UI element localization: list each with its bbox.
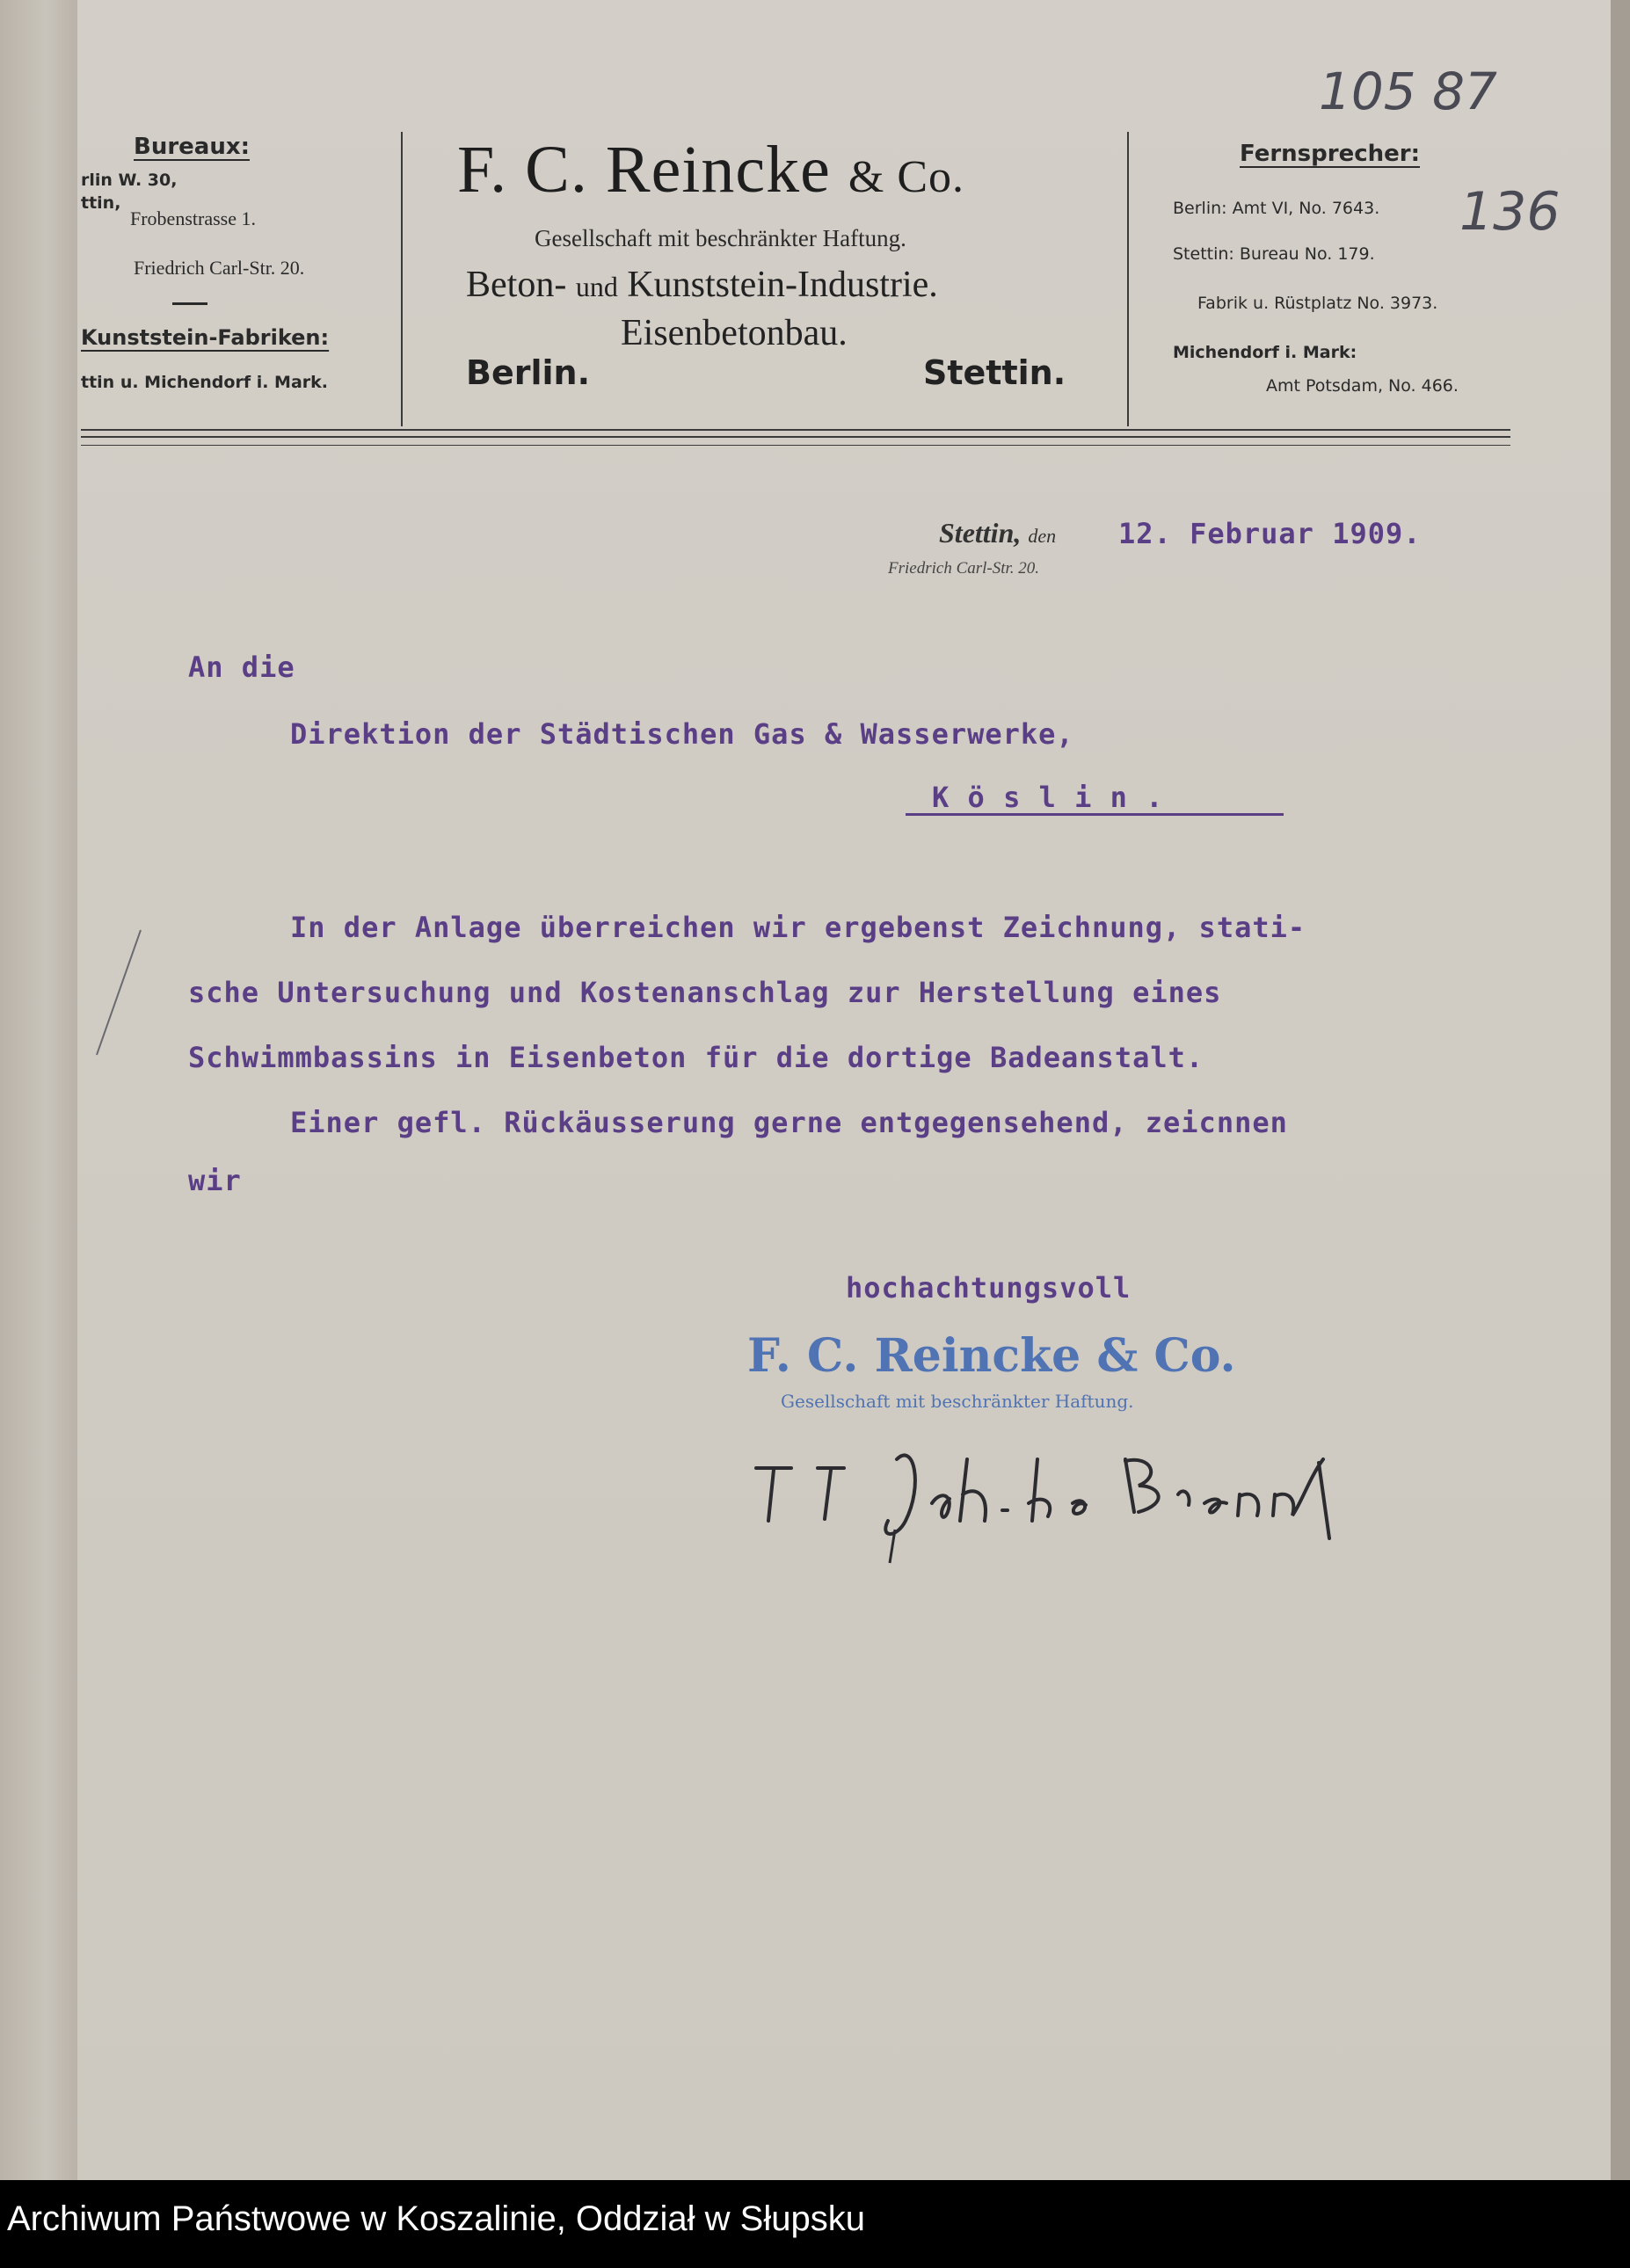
archive-number-side: 136 xyxy=(1459,181,1561,243)
company-stamp-sub: Gesellschaft mit beschränkter Haftung. xyxy=(781,1391,1134,1412)
binding-strip xyxy=(0,0,79,2180)
archive-footer-bar xyxy=(0,2180,1630,2268)
city-berlin: Berlin. xyxy=(466,353,591,392)
recipient-city: K ö s l i n . xyxy=(932,781,1164,814)
date-place-text: Stettin, xyxy=(939,517,1022,549)
bureaux-line: ttin, xyxy=(81,193,121,213)
margin-pencil-stroke xyxy=(88,923,149,1064)
fabriken-heading: Kunststein-Fabriken: xyxy=(81,325,330,350)
letterhead-divider-right xyxy=(1127,132,1129,426)
industry-b: Kunststein-Industrie. xyxy=(627,265,938,305)
archive-number-top: 105 87 xyxy=(1319,62,1497,121)
bureaux-line: Friedrich Carl-Str. 20. xyxy=(134,257,305,279)
body-line: In der Anlage überreichen wir ergebenst Zeichnung, stati- xyxy=(290,911,1306,944)
letterhead-divider-left xyxy=(401,132,403,426)
bureaux-line: rlin W. 30, xyxy=(81,171,178,190)
bureaux-dash xyxy=(172,302,207,305)
company-industry xyxy=(466,264,938,306)
phone-line: Fabrik u. Rüstplatz No. 3973. xyxy=(1197,294,1438,313)
bureaux-line: Frobenstrasse 1. xyxy=(130,207,256,229)
recipient-line2: Direktion der Städtischen Gas & Wasserwerke, xyxy=(290,717,1074,751)
company-name-text: F. C. Reincke xyxy=(457,133,831,207)
industry-a: Beton- xyxy=(466,265,567,305)
date-place xyxy=(939,517,1056,549)
company-legal-form: Gesellschaft mit beschränkter Haftung. xyxy=(535,225,906,251)
recipient-city-underline xyxy=(906,813,1284,816)
bureaux-heading: Bureaux: xyxy=(134,134,251,160)
body-line: Schwimmbassins in Eisenbeton für die dortige Badeanstalt. xyxy=(188,1041,1204,1074)
closing: hochachtungsvoll xyxy=(846,1271,1132,1305)
city-stettin: Stettin. xyxy=(923,353,1066,392)
body-line: Einer gefl. Rückäusserung gerne entgegensehend, zeicnnen xyxy=(290,1106,1288,1139)
letterhead-rule-middle xyxy=(81,436,1510,438)
paper-edge xyxy=(1611,0,1630,2180)
company-eisenbetonbau: Eisenbetonbau. xyxy=(621,313,848,353)
letterhead-rule-top xyxy=(81,429,1510,431)
body-line: sche Untersuchung und Kostenanschlag zur Herstellung eines xyxy=(188,976,1222,1009)
phone-line: Berlin: Amt VI, No. 7643. xyxy=(1173,199,1380,218)
company-stamp: F. C. Reincke & Co. xyxy=(747,1329,1236,1383)
signature xyxy=(739,1407,1372,1582)
company-name-amp: & Co. xyxy=(848,152,965,202)
recipient-line1: An die xyxy=(188,651,295,684)
phone-line: Stettin: Bureau No. 179. xyxy=(1173,244,1375,264)
date-address: Friedrich Carl-Str. 20. xyxy=(888,559,1040,578)
phone-line: Amt Potsdam, No. 466. xyxy=(1266,376,1459,396)
letterhead-rule-bottom xyxy=(81,445,1510,446)
fernsprecher-heading: Fernsprecher: xyxy=(1240,141,1420,167)
date-value: 12. Februar 1909. xyxy=(1118,517,1422,550)
phone-line: Michendorf i. Mark: xyxy=(1173,343,1357,362)
body-line: wir xyxy=(188,1164,242,1197)
fabriken-line: ttin u. Michendorf i. Mark. xyxy=(81,373,329,392)
company-name xyxy=(457,132,964,208)
industry-und: und xyxy=(575,271,618,302)
date-den: den xyxy=(1028,525,1057,547)
archive-footer-text: Archiwum Państwowe w Koszalinie, Oddział w Słupsku xyxy=(7,2199,865,2238)
